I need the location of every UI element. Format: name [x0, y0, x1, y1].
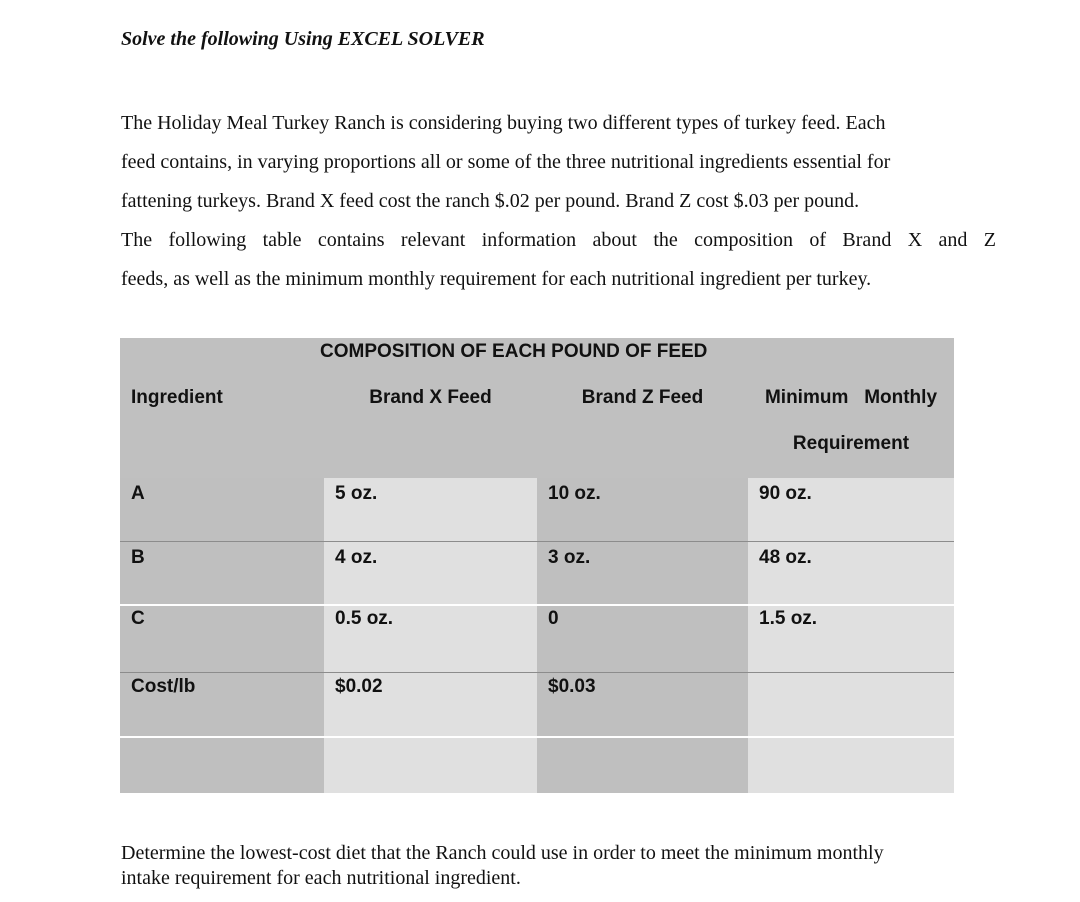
table-title: COMPOSITION OF EACH POUND OF FEED: [320, 341, 708, 362]
header-ingredient: Ingredient: [131, 387, 223, 408]
row-a-minimum: 90 oz.: [748, 478, 954, 542]
paragraph-line: The following table contains relevant information about the composition of Brand X and Z: [121, 229, 996, 251]
question-line: intake requirement for each nutritional ingredient.: [121, 867, 521, 889]
paragraph-line: feed contains, in varying proportions all or some of the three nutritional ingredients essential for: [121, 151, 891, 173]
row-b-minimum: 48 oz.: [748, 542, 954, 605]
row-cost-ingredient: Cost/lb: [120, 673, 324, 737]
row-c-brand-z: 0: [537, 605, 748, 673]
row-empty-cell: [120, 737, 324, 793]
row-empty-cell: [748, 737, 954, 793]
row-b-brand-x: 4 oz.: [324, 542, 537, 605]
row-cost-brand-z: $0.03: [537, 673, 748, 737]
header-minimum-line1: Minimum Monthly: [764, 387, 938, 408]
row-c-brand-x: 0.5 oz.: [324, 605, 537, 673]
row-cost-brand-x: $0.02: [324, 673, 537, 737]
header-brand-x: Brand X Feed: [369, 387, 492, 408]
row-divider: [120, 736, 954, 738]
feed-composition-table: [120, 338, 954, 793]
row-a-ingredient: A: [120, 478, 324, 542]
row-empty-cell: [537, 737, 748, 793]
paragraph-line: fattening turkeys. Brand X feed cost the ranch $.02 per pound. Brand Z cost $.03 per pound.: [121, 190, 860, 212]
paragraph-line: The Holiday Meal Turkey Ranch is considering buying two different types of turkey feed. Each: [121, 112, 886, 134]
row-c-ingredient: C: [120, 605, 324, 673]
row-a-brand-x: 5 oz.: [324, 478, 537, 542]
row-c-minimum: 1.5 oz.: [748, 605, 954, 673]
row-divider: [120, 672, 954, 673]
row-divider: [120, 604, 954, 606]
page-heading: Solve the following Using EXCEL SOLVER: [121, 28, 485, 50]
header-minimum-line2: Requirement: [792, 433, 910, 454]
row-divider: [120, 541, 954, 542]
question-line: Determine the lowest-cost diet that the Ranch could use in order to meet the minimum monthly: [121, 842, 884, 864]
header-brand-z: Brand Z Feed: [581, 387, 704, 408]
row-b-ingredient: B: [120, 542, 324, 605]
question-text: [121, 841, 1001, 891]
row-empty-cell: [324, 737, 537, 793]
row-a-brand-z: 10 oz.: [537, 478, 748, 542]
paragraph-line: feeds, as well as the minimum monthly requirement for each nutritional ingredient per turkey.: [121, 268, 872, 290]
problem-description: [121, 104, 996, 299]
row-b-brand-z: 3 oz.: [537, 542, 748, 605]
row-cost-minimum: [748, 673, 954, 737]
